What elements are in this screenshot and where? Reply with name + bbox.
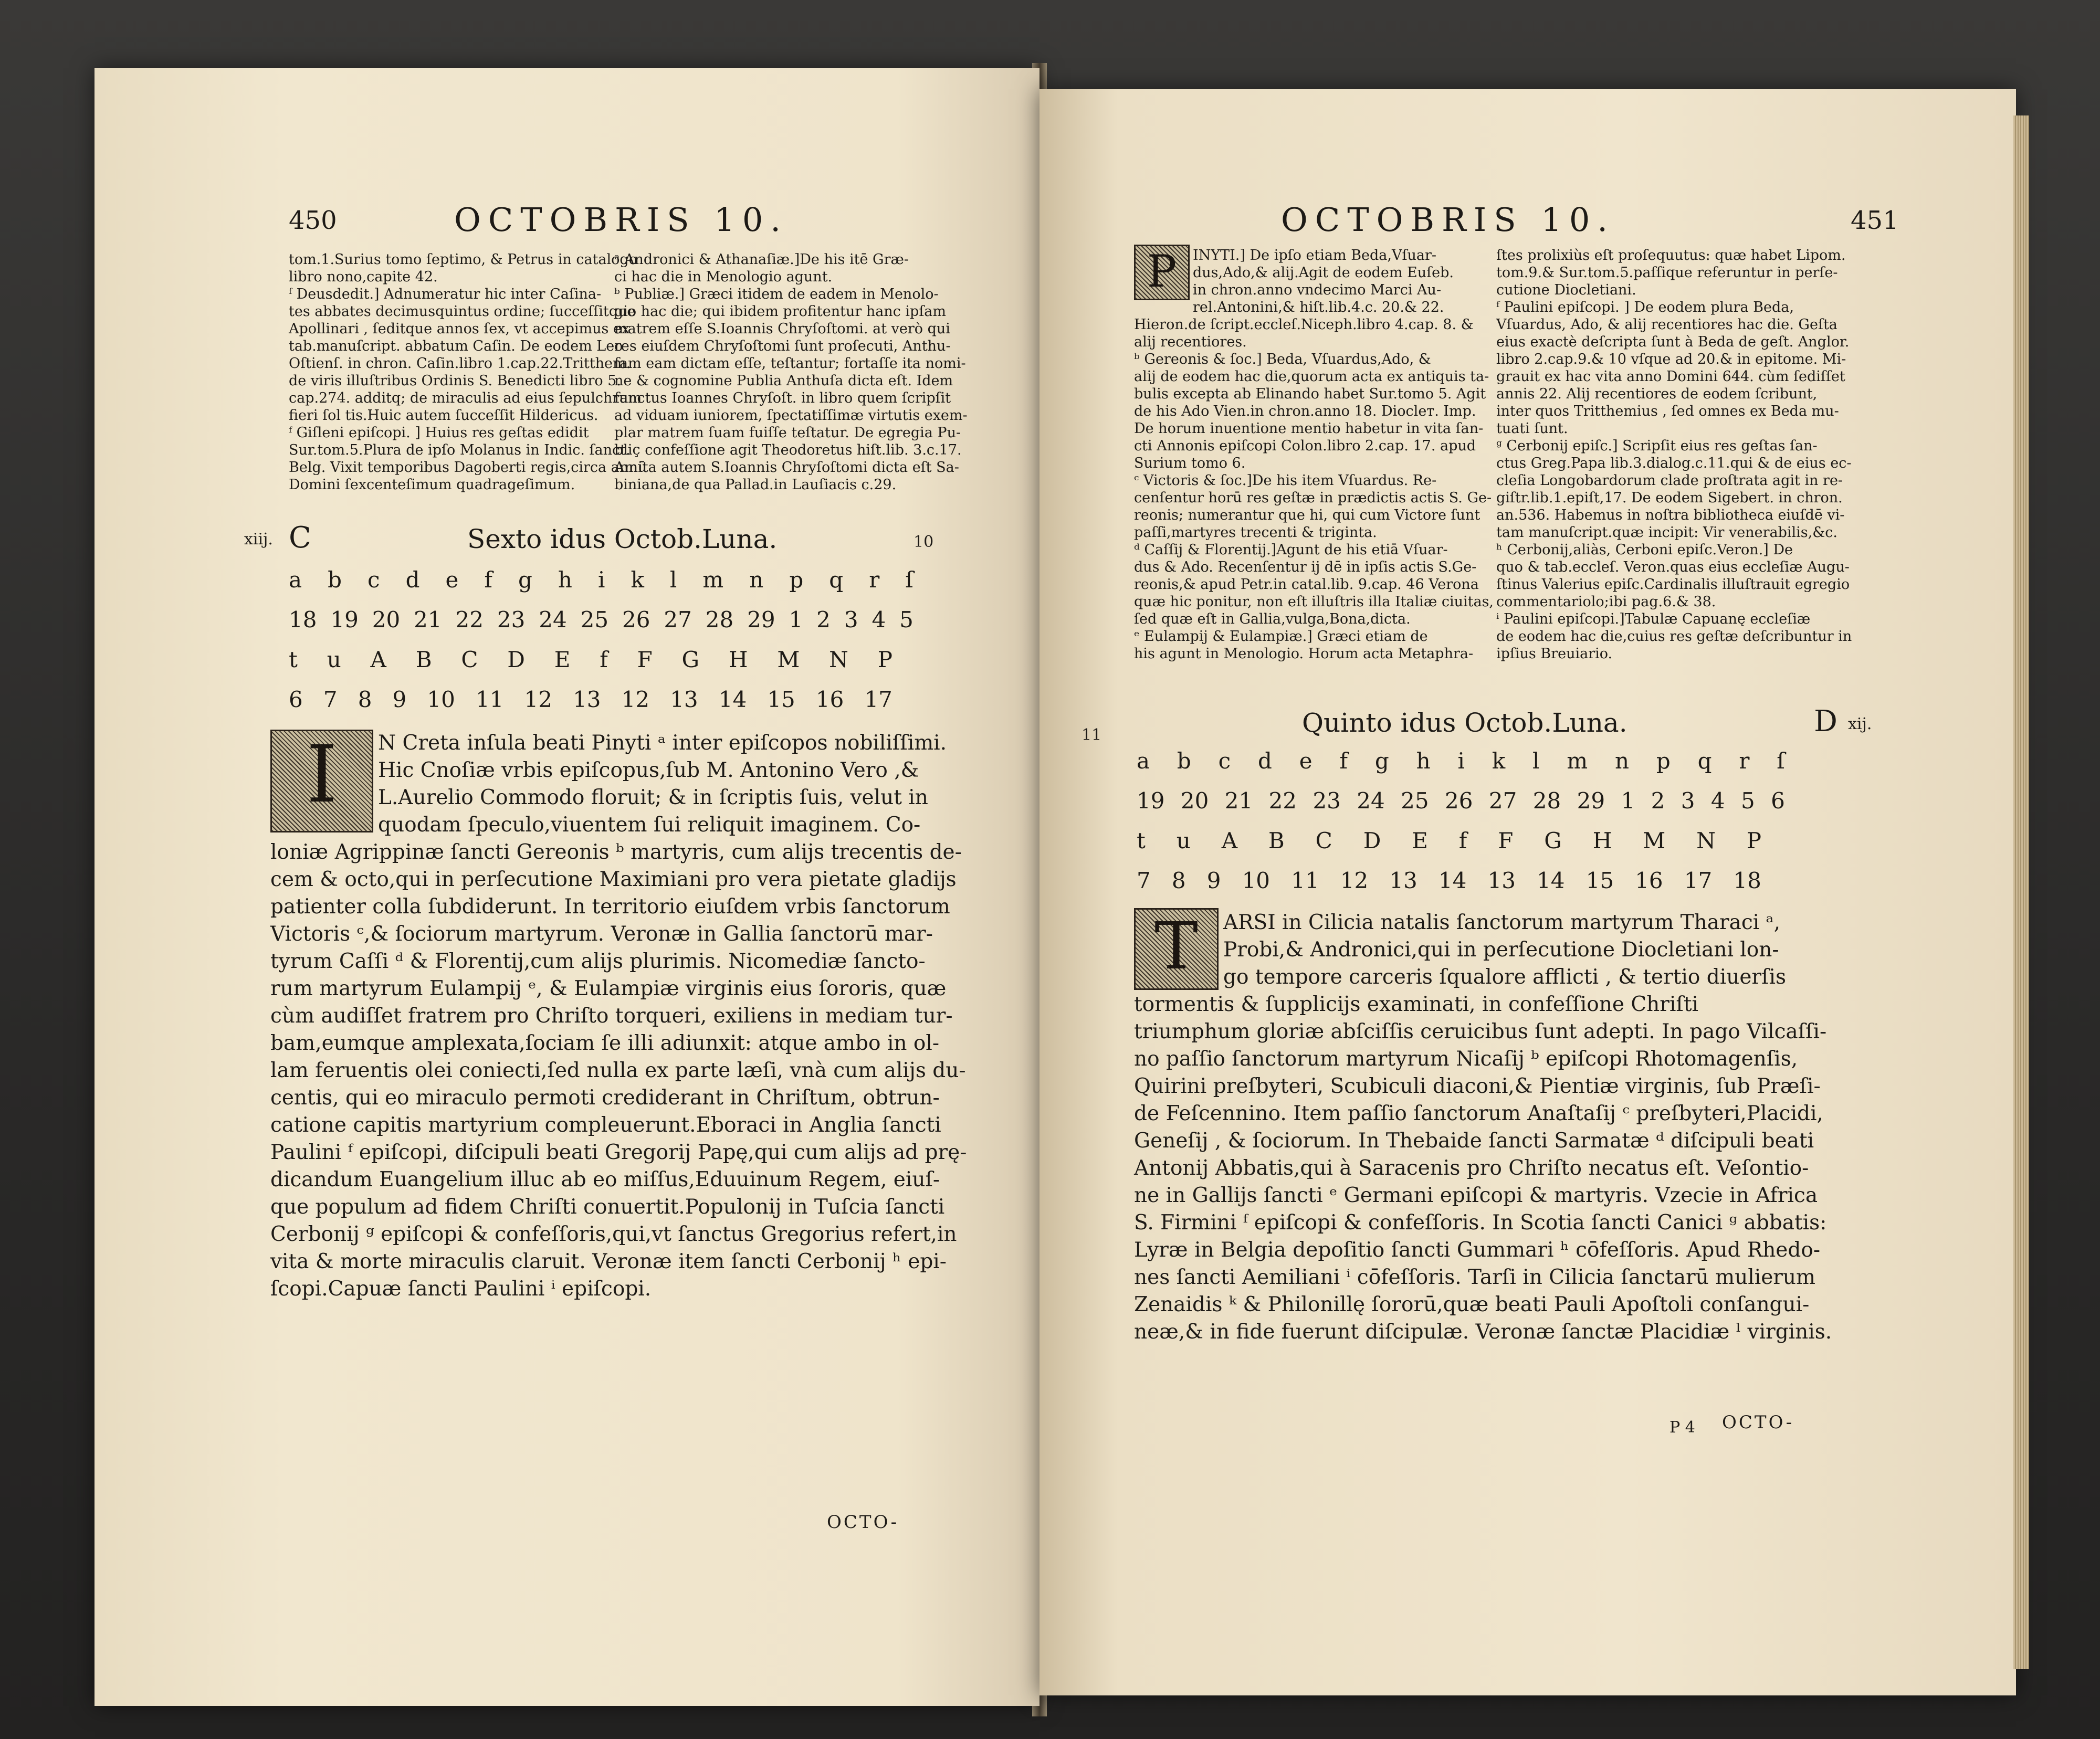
footnote-line: tom.1.Surius tomo ſeptimo, & Petrus in catalogo — [289, 251, 637, 268]
calendar-cell: i — [597, 567, 605, 593]
signature-mark: P 4 — [1670, 1418, 1695, 1437]
footnote-line: an.536. Habemus in noſtra bibliotheca eiuſdē vi- — [1496, 507, 1845, 523]
footnote-line: ctus Greg.Papa lib.3.dialog.c.11.qui & de eius ec- — [1496, 455, 1852, 471]
calendar-cell: G — [1544, 828, 1562, 853]
calendar-cell: 6 — [1771, 788, 1785, 814]
calendar-cell: g — [1374, 748, 1389, 774]
calendar-cell: l — [1532, 748, 1540, 774]
text-line: ſcopi.Capuæ ſancti Paulini ⁱ epiſcopi. — [270, 1277, 652, 1301]
calendar-cell: 18 — [289, 607, 317, 633]
catchword: OCTO- — [827, 1512, 899, 1533]
footnote-line: gio hac die; qui ibidem profitentur hanc ipſam — [614, 303, 947, 320]
footnote-line: tab.manuſcript. abbatum Caſin. De eodem Leo — [289, 338, 623, 354]
footnote-line: de his Ado Vien.in chron.anno 18. Diocleт. Imp. — [1134, 403, 1476, 419]
footnote-line: ſed quæ eſt in Gallia,vulga,Bona,dicta. — [1134, 611, 1411, 627]
calendar-cell: 22 — [1268, 788, 1297, 814]
footnote-line: rel.Antonini,& hiſt.lib.4.c. 20.& 22. — [1193, 299, 1444, 315]
epact-mark: 10 — [914, 533, 934, 551]
calendar-table — [1137, 748, 1785, 908]
footnote-line: alij recentiores. — [1134, 334, 1247, 350]
calendar-cell: P — [1746, 828, 1761, 853]
footnote-line: cti Annonis epiſcopi Colon.libro 2.cap. 17. apud — [1134, 438, 1476, 454]
calendar-cell: E — [1412, 828, 1428, 853]
calendar-cell: G — [681, 647, 700, 672]
calendar-cell: f — [1339, 748, 1348, 774]
calendar-cell: E — [554, 647, 571, 672]
calendar-cell: F — [1498, 828, 1514, 853]
calendar-cell: ſ — [905, 567, 914, 593]
calendar-cell: 16 — [815, 687, 844, 712]
footnote-line: ᶠ Paulini epiſcopi. ] De eodem plura Beda, — [1496, 299, 1794, 315]
calendar-cell: 1 — [789, 607, 803, 633]
right-page — [1040, 89, 2016, 1695]
epact-mark: 11 — [1082, 726, 1102, 744]
calendar-cell: 23 — [1312, 788, 1341, 814]
main-text — [1134, 909, 1832, 1346]
text-line: Paulini ᶠ epiſcopi, diſcipuli beati Gregorij Papę,qui cum alijs ad prę- — [270, 1141, 967, 1164]
footnote-line: annis 22. Alij recentiores de eodem ſcribunt, — [1496, 386, 1818, 402]
calendar-row — [1137, 868, 1761, 908]
calendar-cell: 6 — [289, 687, 303, 712]
footnote-line: matrem eſſe S.Ioannis Chryſoſtomi. at verò qui — [614, 321, 950, 337]
footnote-line: bliç confeſſione agit Theodoretus hiſt.lib. 3.c.17. — [614, 442, 962, 458]
calendar-cell: d — [405, 567, 420, 593]
footnote-line: biniana,de qua Pallad.in Lauſiacis c.29. — [614, 477, 897, 493]
text-line: bam,eumque amplexata,ſociam ſe illi adiunxit: atque ambo in ol- — [270, 1031, 939, 1055]
footnote-line: ſanctus Ioannes Chryſoſt. in libro quem ſcripſit — [614, 390, 951, 406]
footnote-line: de viris illuſtribus Ordinis S. Benedicti libro 5. — [289, 373, 621, 389]
calendar-cell: 28 — [705, 607, 734, 633]
calendar-cell: r — [869, 567, 880, 593]
calendar-cell: 15 — [767, 687, 795, 712]
text-line: dicandum Euangelium illuc ab eo miſſus,Eduuinum Regem, eiuſ- — [270, 1168, 940, 1192]
text-line: cùm audiſſet fratrem pro Chriſto torqueri, exiliens in mediam tur- — [270, 1004, 953, 1028]
calendar-cell: B — [415, 647, 432, 672]
calendar-cell: l — [669, 567, 677, 593]
footnote-line: tuati ſunt. — [1496, 420, 1568, 437]
footnote-line: cap.274. additq; de miraculis ad eius ſepulchrum — [289, 390, 642, 406]
text-line: N Creta inſula beati Pinyti ᵃ inter epiſcopos nobiliſſimi. — [378, 731, 947, 755]
calendar-cell: 19 — [330, 607, 359, 633]
footnote-line: ſtinus Valerius epiſc.Cardinalis illuſtrauit egregio — [1496, 576, 1850, 593]
calendar-cell: 14 — [718, 687, 747, 712]
calendar-cell: 9 — [392, 687, 407, 712]
calendar-cell: 29 — [1577, 788, 1605, 814]
footnote-line: dus & Ado. Recenſentur ij dē in ipſis actis S.Ge- — [1134, 559, 1477, 575]
calendar-cell: H — [1592, 828, 1612, 853]
calendar-cell: 13 — [1389, 868, 1418, 893]
footnote-line: libro 2.cap.9.& 10 vſque ad 20.& in epitome. Mi- — [1496, 351, 1846, 367]
main-text — [270, 730, 967, 1303]
calendar-table — [289, 567, 914, 726]
calendar-cell: 13 — [573, 687, 601, 712]
calendar-cell: m — [702, 567, 724, 593]
footnote-line: ᶜ Victoris & ſoc.]De his item Vſuardus. Re- — [1134, 472, 1437, 489]
text-line: neæ,& in fide fuerunt diſcipulæ. Veronæ ſanctæ Placidiæ ˡ virginis. — [1134, 1320, 1832, 1344]
text-line: tyrum Caſſi ᵈ & Florentij,cum alijs plurimis. Nicomediæ ſancto- — [270, 950, 926, 973]
calendar-cell: 14 — [1438, 868, 1467, 893]
text-line: Quirini preſbyteri, Scubiculi diaconi,& Pientiæ virginis, ſub Præſi- — [1134, 1074, 1821, 1098]
calendar-cell: 26 — [622, 607, 650, 633]
calendar-cell: 7 — [323, 687, 338, 712]
footnotes-column-2 — [1496, 247, 1852, 662]
footnote-line: quæ hic ponitur, non eſt illuſtris illa Italiæ ciuitas, — [1134, 594, 1494, 610]
calendar-cell: 21 — [1224, 788, 1253, 814]
calendar-cell: 3 — [844, 607, 858, 633]
calendar-cell: 27 — [664, 607, 692, 633]
calendar-cell: 8 — [358, 687, 372, 712]
footnote-line: giſtr.lib.1.epiſt,17. De eodem Sigebert. in chron. — [1496, 490, 1843, 506]
footnote-line: Domini ſexcenteſimum quadrageſimum. — [289, 477, 575, 493]
margin-numeral: xiij. — [244, 530, 273, 549]
calendar-row — [289, 607, 914, 647]
footnote-line: Belg. Vixit temporibus Dagoberti regis,circa annū — [289, 459, 647, 476]
calendar-cell: 17 — [864, 687, 892, 712]
footnote-line: Sur.tom.5.Plura de ipſo Molanus in Indic. ſanct. — [289, 442, 631, 458]
page-edges — [2013, 115, 2029, 1669]
calendar-cell: p — [789, 567, 804, 593]
calendar-cell: 3 — [1681, 788, 1695, 814]
text-line: Victoris ᶜ,& ſociorum martyrum. Veronæ in Gallia ſanctorū mar- — [270, 922, 933, 946]
footnote-line: dus,Ado,& alij.Agit de eodem Euſeb. — [1193, 265, 1454, 281]
text-line: rum martyrum Eulampij ᵉ, & Eulampiæ virginis eius ſororis, quæ — [270, 977, 947, 1000]
calendar-cell: 24 — [1357, 788, 1385, 814]
calendar-cell: M — [777, 647, 800, 672]
calendar-cell: a — [289, 567, 302, 593]
calendar-cell: 4 — [1710, 788, 1725, 814]
text-line: centis, qui eo miraculo permoti crediderant in Chriſtum, obtrun- — [270, 1086, 940, 1110]
calendar-cell: 10 — [427, 687, 455, 712]
text-line: Lyræ in Belgia depoſitio ſancti Gummari ʰ cōfeſſoris. Apud Rhedo- — [1134, 1238, 1821, 1262]
footnote-line: in chron.anno vndecimo Marci Au- — [1193, 282, 1442, 298]
calendar-cell: H — [728, 647, 748, 672]
footnote-line: ne & cognomine Publia Anthuſa dicta eſt. Idem — [614, 373, 953, 389]
footnote-line: commentariolo;ibi pag.6.& 38. — [1496, 594, 1716, 610]
calendar-cell: a — [1137, 748, 1150, 774]
calendar-cell: t — [289, 647, 298, 672]
running-head: OCTOBRIS 10. — [454, 201, 788, 239]
calendar-cell: 11 — [1291, 868, 1319, 893]
calendar-cell: 13 — [670, 687, 698, 712]
calendar-cell: m — [1567, 748, 1588, 774]
footnote-line: Vſuardus, Ado, & alij recentiores hac die. Geſta — [1496, 317, 1838, 333]
calendar-cell: 23 — [497, 607, 526, 633]
calendar-cell: 2 — [1651, 788, 1665, 814]
text-line: Hic Cnoſiæ vrbis epiſcopus,ſub M. Antonino Vero ,& — [378, 758, 919, 782]
footnote-line: res eiuſdem Chryſoſtomi ſunt proſecuti, Anthu- — [614, 338, 951, 354]
calendar-cell: 27 — [1488, 788, 1517, 814]
footnote-line: quo & tab.eccleſ. Veron.quas eius eccleſiæ Augu- — [1496, 559, 1850, 575]
footnote-line: ᵇ Gereonis & ſoc.] Beda, Vſuardus,Ado, & — [1134, 351, 1431, 367]
calendar-cell: A — [370, 647, 386, 672]
footnote-line: ᵈ Caſſij & Florentij.]Agunt de his etiā Vſuar- — [1134, 542, 1448, 558]
footnote-line: de eodem hac die,cuius res geſtæ deſcribuntur in — [1496, 628, 1852, 645]
calendar-cell: 4 — [872, 607, 886, 633]
calendar-cell: q — [1697, 748, 1712, 774]
footnote-line: tes abbates decimusquintus ordine; ſucceſſitque — [289, 303, 636, 320]
text-line: L.Aurelio Commodo floruit; & in ſcriptis ſuis, velut in — [378, 786, 928, 809]
footnote-line: cenſentur horū res geſtæ in prædictis actis S. Ge- — [1134, 490, 1492, 506]
text-line: loniæ Agrippinæ ſancti Gereonis ᵇ martyris, cum alijs trecentis de- — [270, 840, 962, 864]
footnote-line: cutione Diocletiani. — [1496, 282, 1636, 298]
calendar-cell: A — [1221, 828, 1238, 853]
calendar-cell: 1 — [1621, 788, 1635, 814]
calendar-cell: h — [558, 567, 572, 593]
calendar-cell: ſ — [1777, 748, 1785, 774]
footnotes-column-1 — [1134, 247, 1494, 662]
calendar-cell: 24 — [539, 607, 567, 633]
calendar-cell: d — [1258, 748, 1272, 774]
footnote-line: ⁱ Paulini epiſcopi.]Tabulæ Capuanę eccleſiæ — [1496, 611, 1811, 627]
text-line: go tempore carceris ſqualore afflicti , & tertio diuerſis — [1223, 965, 1786, 989]
calendar-row — [289, 647, 892, 687]
calendar-row — [1137, 788, 1785, 828]
footnote-line: ad viduam iuniorem, ſpectatiſſimæ virtutis exem- — [614, 407, 968, 424]
calendar-cell: 11 — [475, 687, 504, 712]
text-line: Probi,& Andronici,qui in perſecutione Diocletiani lon- — [1223, 938, 1779, 962]
calendar-cell: 8 — [1171, 868, 1186, 893]
dominical-letter: C — [289, 521, 311, 555]
footnote-line: grauit ex hac vita anno Domini 644. cùm ſediſſet — [1496, 368, 1845, 385]
day-title: Quinto idus Octob.Luna. — [1302, 708, 1628, 738]
calendar-cell: g — [518, 567, 532, 593]
calendar-cell: 13 — [1487, 868, 1516, 893]
text-line: ne in Gallijs ſancti ᵉ Germani epiſcopi & martyris. Vzecie in Africa — [1134, 1184, 1818, 1207]
calendar-cell: D — [1363, 828, 1381, 853]
calendar-cell: c — [368, 567, 380, 593]
text-line: S. Firmini ᶠ epiſcopi & confeſſoris. In Scotia ſancti Canici ᵍ abbatis: — [1134, 1211, 1827, 1235]
calendar-cell: 12 — [524, 687, 552, 712]
calendar-cell: u — [1176, 828, 1191, 853]
calendar-cell: 10 — [1242, 868, 1270, 893]
text-line: vita & morte miraculis claruit. Veronæ item ſancti Cerbonij ʰ epi- — [270, 1250, 947, 1273]
footnote-line: eius exactè deſcripta ſunt à Beda de geſt. Anglor. — [1496, 334, 1850, 350]
calendar-cell: M — [1643, 828, 1666, 853]
calendar-cell: i — [1457, 748, 1465, 774]
calendar-cell: 21 — [414, 607, 442, 633]
calendar-cell: D — [507, 647, 525, 672]
calendar-cell: 20 — [372, 607, 401, 633]
left-page — [94, 68, 1040, 1706]
calendar-cell: q — [829, 567, 844, 593]
page-number: 451 — [1851, 206, 1899, 235]
footnote-line: INYTI.] De ipſo etiam Beda,Vſuar- — [1193, 247, 1436, 264]
calendar-cell: F — [637, 647, 653, 672]
calendar-row — [1137, 748, 1785, 788]
footnote-line: fieri ſol tis.Huic autem ſucceſſit Hildericus. — [289, 407, 598, 424]
calendar-cell: 25 — [1401, 788, 1429, 814]
footnotes-column-1 — [289, 251, 647, 493]
text-line: Zenaidis ᵏ & Philonillę ſororū,quæ beati Pauli Apoſtoli conſangui- — [1134, 1293, 1810, 1316]
calendar-cell: b — [328, 567, 342, 593]
footnote-line: tam manuſcript.quæ incipit: Vir venerabilis,&c. — [1496, 524, 1838, 541]
calendar-cell: 5 — [899, 607, 914, 633]
text-line: lam feruentis olei coniecti,ſed nulla ex parte læſi, vnà cum alijs du- — [270, 1059, 966, 1082]
text-line: Antonij Abbatis,qui à Saracenis pro Chriſto necatus eſt. Veſontio- — [1134, 1156, 1809, 1180]
calendar-cell: 9 — [1206, 868, 1221, 893]
footnote-line: Oſtienſ. in chron. Caſin.libro 1.cap.22.Tritthem. — [289, 355, 631, 372]
text-line: tormentis & ſupplicijs examinati, in confeſſione Chriſti — [1134, 993, 1698, 1016]
calendar-cell: f — [600, 647, 608, 672]
calendar-cell: u — [327, 647, 341, 672]
calendar-cell: k — [631, 567, 644, 593]
footnote-line: ᵇ Publiæ.] Græci itidem de eadem in Menolo- — [614, 286, 939, 302]
calendar-cell: N — [829, 647, 848, 672]
footnote-line: his agunt in Menologio. Horum acta Metaphra- — [1134, 646, 1474, 662]
footnote-line: bulis excepta ab Elinando habet Sur.tomo 5. Agit — [1134, 386, 1486, 402]
calendar-row — [1137, 828, 1761, 868]
calendar-cell: p — [1656, 748, 1671, 774]
running-head: OCTOBRIS 10. — [1281, 201, 1615, 239]
footnote-line: Amita autem S.Ioannis Chryſoſtomi dicta eſt Sa- — [614, 459, 959, 476]
calendar-cell: 19 — [1137, 788, 1165, 814]
footnote-line: ʰ Cerbonij,aliàs, Cerboni epiſc.Veron.] De — [1496, 542, 1793, 558]
text-line: cem & octo,qui in perſecutione Maximiani pro vera pietate gladijs — [270, 868, 957, 891]
calendar-cell: e — [1299, 748, 1312, 774]
calendar-cell: C — [461, 647, 478, 672]
text-line: que populum ad fidem Chriſti conuertit.Populonij in Tuſcia ſancti — [270, 1195, 945, 1219]
initial-letter: I — [306, 729, 338, 820]
calendar-cell: N — [1696, 828, 1716, 853]
footnote-line: ᵍ Cerbonij epiſc.] Scripſit eius res geſtas ſan- — [1496, 438, 1818, 454]
footnote-line: De horum inuentione mentio habetur in vita ſan- — [1134, 420, 1484, 437]
calendar-cell: f — [484, 567, 492, 593]
footnote-line: Surium tomo 6. — [1134, 455, 1246, 471]
calendar-cell: n — [1615, 748, 1630, 774]
calendar-cell: t — [1137, 828, 1146, 853]
text-line: nes ſancti Aemiliani ⁱ cōfeſſoris. Tarſi in Cilicia ſanctarū mulierum — [1134, 1266, 1816, 1289]
footnote-line: inter quos Tritthemius , ſed omnes ex Beda mu- — [1496, 403, 1839, 419]
footnote-line: paſſi,martyres trecenti & triginta. — [1134, 524, 1377, 541]
calendar-cell: f — [1458, 828, 1467, 853]
footnote-line: ᵉ Eulampij & Eulampiæ.] Græci etiam de — [1134, 628, 1428, 645]
calendar-cell: n — [749, 567, 764, 593]
dominical-letter: D — [1814, 704, 1838, 739]
text-line: no paſſio ſanctorum martyrum Nicaſij ᵇ epiſcopi Rhotomagenſis, — [1134, 1047, 1798, 1071]
calendar-cell: 16 — [1635, 868, 1663, 893]
text-line: triumphum gloriæ abſciſſis ceruicibus ſunt adepti. In pago Vilcaſſi- — [1134, 1020, 1827, 1044]
footnote-line: reonis,& apud Petr.in catal.lib. 9.cap. 46 Verona — [1134, 576, 1479, 593]
footnote-line: ᶠ Deusdedit.] Adnumeratur hic inter Caſina- — [289, 286, 602, 302]
calendar-cell: B — [1268, 828, 1285, 853]
calendar-cell: c — [1218, 748, 1231, 774]
footnote-line: ᵃ Andronici & Athanaſiæ.]De his itē Græ- — [614, 251, 909, 268]
calendar-cell: r — [1739, 748, 1750, 774]
calendar-cell: 20 — [1180, 788, 1209, 814]
calendar-cell: 12 — [1340, 868, 1369, 893]
note-initial-letter: P — [1147, 246, 1177, 297]
footnote-line: ſam eam dictam eſſe, teſtantur; fortaſſe ita nomi- — [614, 355, 966, 372]
text-line: de Feſcennino. Item paſſio ſanctorum Anaſtaſij ᶜ preſbyteri,Placidi, — [1134, 1102, 1823, 1125]
catchword: OCTO- — [1722, 1412, 1794, 1433]
calendar-cell: 12 — [621, 687, 650, 712]
calendar-cell: 2 — [816, 607, 831, 633]
footnotes-column-2 — [614, 251, 968, 493]
day-title: Sexto idus Octob.Luna. — [467, 524, 778, 554]
calendar-cell: 25 — [580, 607, 609, 633]
calendar-cell: 18 — [1733, 868, 1761, 893]
footnote-line: ipſius Breuiario. — [1496, 646, 1613, 662]
calendar-cell: P — [877, 647, 892, 672]
text-line: Cerbonij ᵍ epiſcopi & confeſſoris,qui,vt ſanctus Gregorius refert,in — [270, 1222, 957, 1246]
calendar-cell: 14 — [1537, 868, 1565, 893]
footnote-line: ᶠ Giſleni epiſcopi. ] Huius res geſtas edidit — [289, 425, 589, 441]
calendar-cell: k — [1492, 748, 1506, 774]
calendar-cell: b — [1177, 748, 1191, 774]
footnote-line: libro nono,capite 42. — [289, 269, 438, 285]
calendar-cell: 29 — [747, 607, 775, 633]
calendar-cell: 15 — [1586, 868, 1614, 893]
footnote-line: ſtes prolixiùs eſt proſequutus: quæ habet Lipom. — [1496, 247, 1846, 264]
calendar-cell: 26 — [1445, 788, 1473, 814]
footnote-line: plar matrem ſuam fuiſſe teſtatur. De egregia Pu- — [614, 425, 961, 441]
calendar-cell: 7 — [1137, 868, 1151, 893]
footnote-line: reonis; numerantur que hi, qui cum Victore ſunt — [1134, 507, 1480, 523]
footnote-line: Hieron.de ſcript.eccleſ.Niceph.libro 4.cap. 8. & — [1134, 317, 1474, 333]
calendar-cell: C — [1315, 828, 1332, 853]
page-number: 450 — [289, 206, 337, 235]
footnote-line: alij de eodem hac die,quorum acta ex antiquis ta- — [1134, 368, 1489, 385]
calendar-cell: 22 — [455, 607, 484, 633]
text-line: ARSI in Cilicia natalis ſanctorum martyrum Tharaci ᵃ, — [1223, 911, 1780, 934]
footnote-line: cleſia Longobardorum clade proſtrata agit in re- — [1496, 472, 1843, 489]
text-line: quodam ſpeculo,viuentem ſui reliquit imaginem. Co- — [378, 813, 921, 837]
text-line: Geneſij , & ſociorum. In Thebaide ſancti Sarmatæ ᵈ diſcipuli beati — [1134, 1129, 1814, 1153]
footnote-line: ci hac die in Menologio agunt. — [614, 269, 833, 285]
calendar-row — [289, 687, 892, 726]
calendar-cell: 17 — [1684, 868, 1713, 893]
calendar-row — [289, 567, 914, 607]
calendar-cell: 5 — [1741, 788, 1755, 814]
text-line: catione capitis martyrium compleuerunt.Eboraci in Anglia ſancti — [270, 1113, 941, 1137]
calendar-cell: e — [445, 567, 459, 593]
calendar-cell: 28 — [1532, 788, 1561, 814]
text-line: patienter colla ſubdiderunt. In territorio eiuſdem vrbis ſanctorum — [270, 895, 950, 919]
footnote-line: tom.9.& Sur.tom.5.paſſique referuntur in perſe- — [1496, 265, 1838, 281]
footnote-line: Apollinari , ſeditque annos ſex, vt accepimus ex — [289, 321, 630, 337]
margin-numeral: xij. — [1848, 715, 1872, 733]
initial-letter: T — [1154, 909, 1198, 984]
calendar-cell: h — [1416, 748, 1431, 774]
